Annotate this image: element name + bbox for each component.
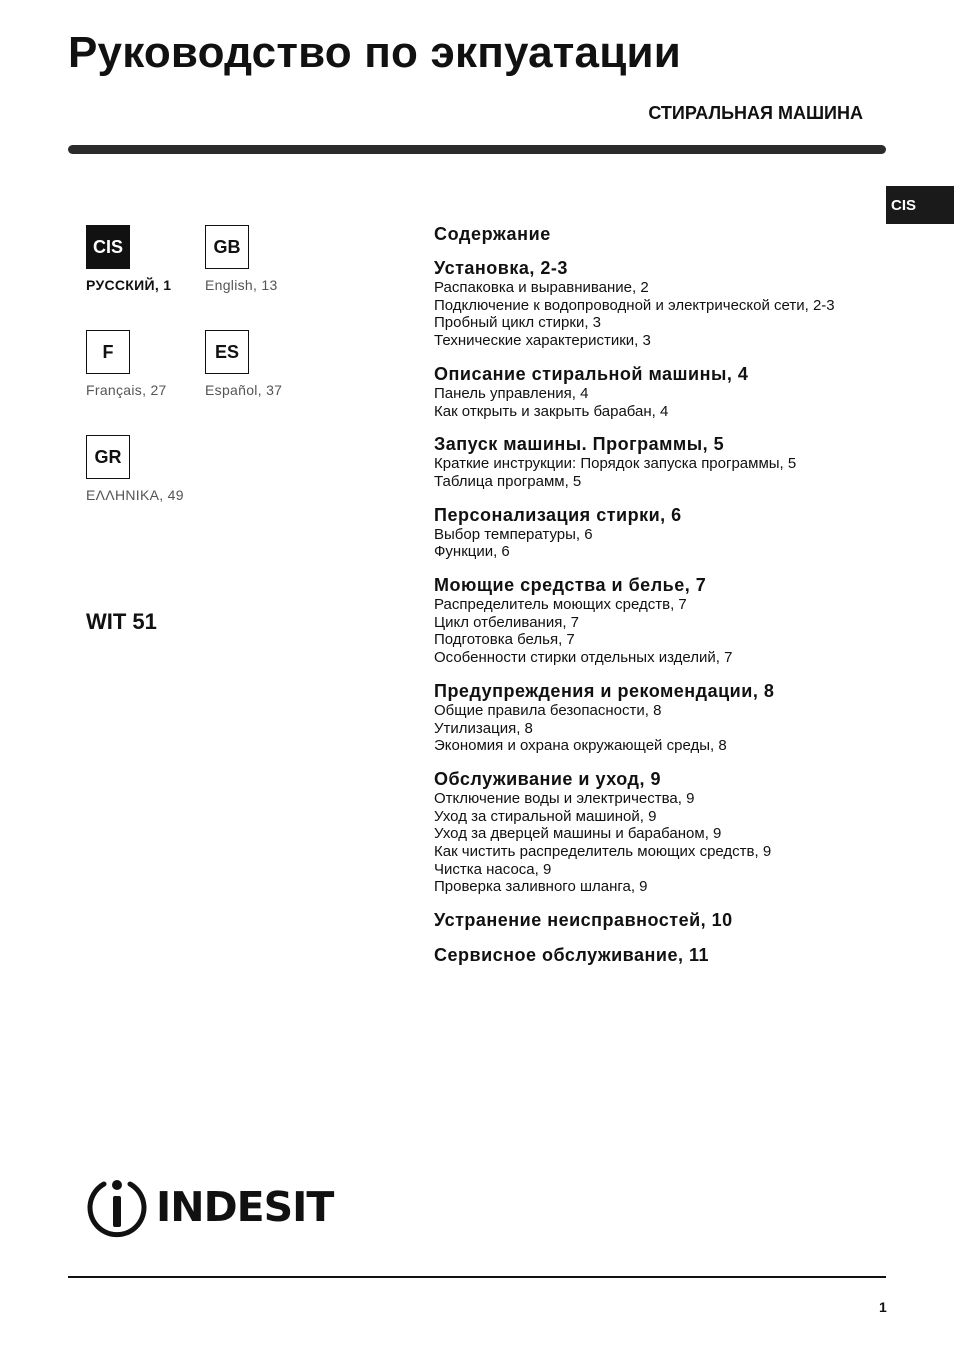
language-name: Français, 27	[86, 382, 167, 398]
language-option-gr[interactable]	[86, 435, 206, 503]
toc-item[interactable]: Таблица программ, 5	[434, 472, 582, 490]
brand-wordmark: INDESIT	[156, 1183, 334, 1231]
page-title: Руководство по экпуатации	[68, 28, 681, 77]
toc-item[interactable]: Утилизация, 8	[434, 719, 533, 737]
bottom-divider	[68, 1276, 886, 1278]
toc-item[interactable]: Общие правила безопасности, 8	[434, 701, 662, 719]
toc-item[interactable]: Технические характеристики, 3	[434, 332, 651, 350]
toc-item[interactable]: Распределитель моющих средств, 7	[434, 596, 687, 614]
page-number: 1	[879, 1299, 887, 1315]
toc-item[interactable]: Функции, 6	[434, 543, 510, 561]
toc-section-maintenance	[434, 768, 894, 896]
toc-section-troubleshooting	[434, 909, 894, 931]
toc-item[interactable]: Распаковка и выравнивание, 2	[434, 279, 649, 296]
toc-heading[interactable]: Моющие средства и белье, 7	[434, 575, 707, 596]
language-option-cis[interactable]	[86, 225, 206, 293]
toc-item[interactable]: Чистка насоса, 9	[434, 860, 552, 878]
toc-heading[interactable]: Устранение неисправностей, 10	[434, 910, 733, 931]
language-name: ΕΛΛΗΝΙΚΑ, 49	[86, 487, 184, 503]
language-code-box: GR	[86, 435, 130, 479]
toc-item[interactable]: Выбор температуры, 6	[434, 525, 593, 543]
toc-item[interactable]: Отключение воды и электричества, 9	[434, 789, 695, 807]
toc-heading[interactable]: Описание стиральной машины, 4	[434, 363, 749, 384]
language-option-es[interactable]	[205, 330, 325, 398]
language-name: English, 13	[205, 277, 278, 293]
toc-heading[interactable]: Персонализация стирки, 6	[434, 504, 682, 525]
indesit-logo	[86, 1176, 333, 1238]
language-name: Español, 37	[205, 382, 283, 398]
toc-item[interactable]: Подключение к водопроводной и электрической сети, 2-3	[434, 296, 835, 314]
model-number: WIT 51	[86, 609, 157, 634]
toc-item[interactable]: Экономия и охрана окружающей среды, 8	[434, 737, 727, 755]
toc-item[interactable]: Как открыть и закрыть барабан, 4	[434, 402, 669, 420]
toc-section-programs	[434, 433, 894, 490]
toc-section-warnings	[434, 680, 894, 755]
language-name: РУССКИЙ, 1	[86, 277, 172, 293]
toc-title: Содержание	[434, 224, 551, 244]
toc-item[interactable]: Как чистить распределитель моющих средств, 9	[434, 843, 772, 861]
toc-section-service	[434, 944, 894, 966]
indesit-logo-mark-icon	[86, 1176, 148, 1238]
toc-item[interactable]: Уход за стиральной машиной, 9	[434, 807, 657, 825]
toc-item[interactable]: Уход за дверцей машины и барабаном, 9	[434, 825, 722, 843]
table-of-contents	[434, 223, 894, 979]
toc-item[interactable]: Краткие инструкции: Порядок запуска программы, 5	[434, 455, 797, 473]
language-code-box: CIS	[86, 225, 130, 269]
toc-heading[interactable]: Сервисное обслуживание, 11	[434, 945, 709, 966]
toc-item[interactable]: Цикл отбеливания, 7	[434, 613, 580, 631]
toc-section-description	[434, 363, 894, 420]
product-type: СТИРАЛЬНАЯ МАШИНА	[648, 103, 863, 123]
toc-heading[interactable]: Установка, 2-3	[434, 258, 568, 278]
language-side-tab: CIS	[886, 186, 954, 224]
toc-heading[interactable]: Обслуживание и уход, 9	[434, 768, 661, 789]
toc-item[interactable]: Пробный цикл стирки, 3	[434, 314, 601, 332]
toc-item[interactable]: Подготовка белья, 7	[434, 631, 575, 649]
language-option-gb[interactable]	[205, 225, 325, 293]
language-code-box: F	[86, 330, 130, 374]
toc-item[interactable]: Панель управления, 4	[434, 384, 589, 402]
toc-heading[interactable]: Предупреждения и рекомендации, 8	[434, 680, 775, 701]
language-code-box: GB	[205, 225, 249, 269]
toc-section-detergents	[434, 574, 894, 667]
language-code-box: ES	[205, 330, 249, 374]
toc-item[interactable]: Проверка заливного шланга, 9	[434, 878, 648, 896]
top-divider	[68, 145, 886, 154]
toc-heading[interactable]: Запуск машины. Программы, 5	[434, 434, 725, 455]
toc-section-personalization	[434, 504, 894, 561]
language-option-f[interactable]	[86, 330, 206, 398]
toc-item[interactable]: Особенности стирки отдельных изделий, 7	[434, 649, 733, 667]
toc-section-installation	[434, 257, 894, 350]
